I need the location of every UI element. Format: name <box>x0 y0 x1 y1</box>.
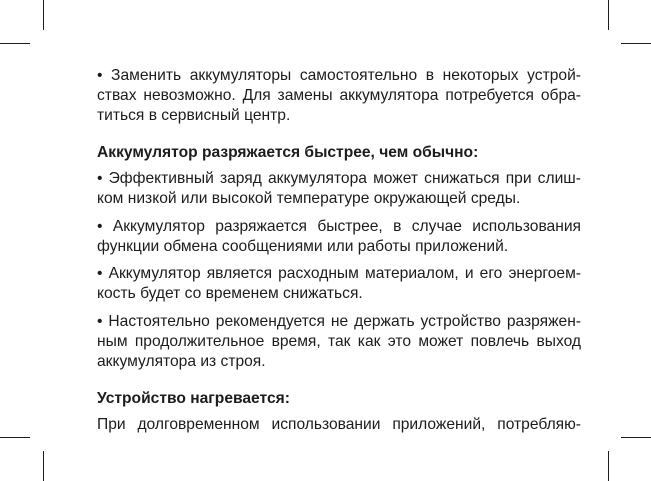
paragraph-battery-replacement <box>97 66 581 125</box>
crop-mark-top-left-horizontal <box>0 43 30 44</box>
paragraph-consumable <box>97 264 581 304</box>
crop-mark-bottom-right-vertical <box>608 451 609 481</box>
section-heading-battery-drain: Аккумулятор разряжается быстрее, чем обычно: <box>97 144 479 162</box>
crop-mark-top-right-horizontal <box>621 43 651 44</box>
document-body <box>97 66 581 443</box>
section-heading-device-heats: Устройство нагревается: <box>97 390 290 408</box>
text-line: При долговременном использовании приложений, потребляю- <box>97 416 581 434</box>
text-line: • Аккумулятор разряжается быстрее, в случае использования <box>97 217 581 235</box>
crop-mark-bottom-right-horizontal <box>621 437 651 438</box>
crop-mark-top-left-vertical <box>43 0 44 30</box>
text-line: • Заменить аккумуляторы самостоятельно в некоторых устрой- <box>97 67 581 84</box>
text-line: • Настоятельно рекомендуется не держать устройство разряжен- <box>97 312 581 330</box>
paragraph-messaging <box>97 217 581 257</box>
crop-mark-top-right-vertical <box>608 0 609 30</box>
paragraph-long-usage <box>97 415 581 435</box>
crop-mark-bottom-left-horizontal <box>0 437 30 438</box>
text-line: титься в сервисный центр. <box>97 106 291 124</box>
text-line: ным продолжительное время, так как это может повлечь выход <box>97 332 581 350</box>
paragraph-discharged-storage <box>97 312 581 371</box>
text-line: функции обмена сообщениями или работы приложений. <box>97 237 509 255</box>
text-line: кость будет со временем снижаться. <box>97 285 363 303</box>
text-line: аккумулятора из строя. <box>97 352 266 370</box>
text-line: • Эффективный заряд аккумулятора может снижаться при слиш- <box>97 170 581 188</box>
crop-mark-bottom-left-vertical <box>43 451 44 481</box>
text-line: ствах невозможно. Для замены аккумулятора потребуется обра- <box>97 86 581 104</box>
text-line: • Аккумулятор является расходным материалом, и его энергоем- <box>97 265 581 283</box>
paragraph-temperature <box>97 169 581 209</box>
text-line: ком низкой или высокой температуре окружающей среды. <box>97 189 521 207</box>
